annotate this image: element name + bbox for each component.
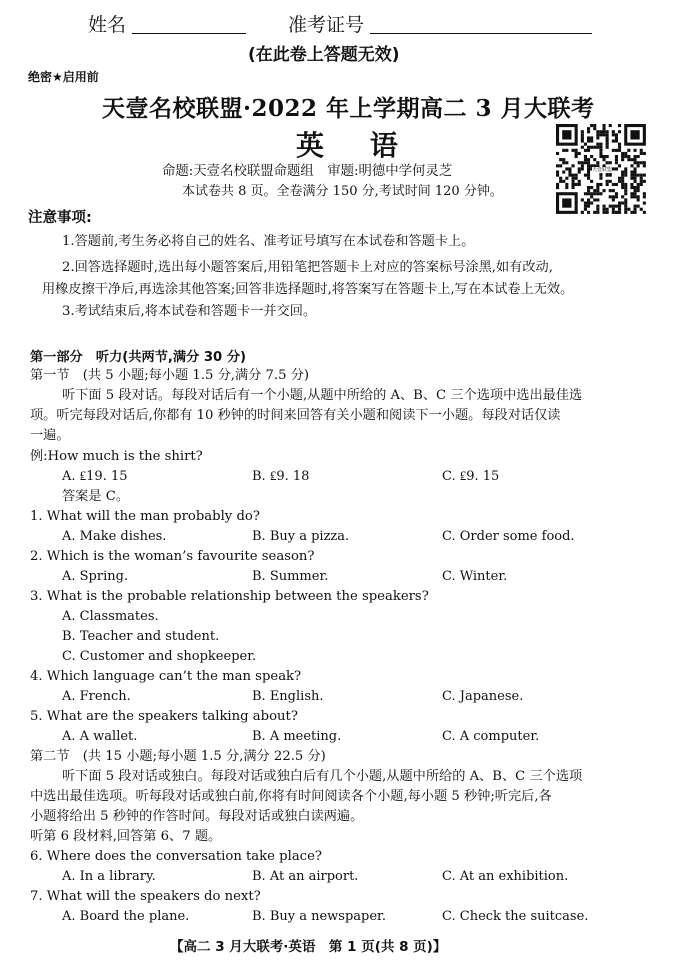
- option-a[interactable]: A. French.: [62, 689, 131, 704]
- name-label: 姓名: [88, 14, 127, 36]
- question-6: 6. Where does the conversation take place?: [30, 849, 322, 864]
- option-a[interactable]: A. Board the plane.: [62, 909, 190, 924]
- option-b[interactable]: B. Buy a newspaper.: [252, 909, 386, 924]
- note-item: 1.答题前,考生务必将自己的姓名、准考证号填写在本试卷和答题卡上。: [62, 234, 475, 249]
- example-option-a: A. ₤19. 15: [62, 469, 128, 484]
- option-a[interactable]: A. In a library.: [62, 869, 156, 884]
- exam-id-label: 准考证号: [288, 14, 365, 36]
- option-b[interactable]: B. English.: [252, 689, 324, 704]
- material-6-note: 听第 6 段材料,回答第 6、7 题。: [30, 829, 222, 844]
- section1-title: 第一节 (共 5 小题;每小题 1.5 分,满分 7.5 分): [30, 368, 310, 383]
- option-a[interactable]: A. Spring.: [62, 569, 129, 584]
- qr-code: [556, 124, 649, 214]
- question-1: 1. What will the man probably do?: [30, 509, 260, 524]
- example-answer: 答案是 C。: [62, 489, 130, 504]
- question-3: 3. What is the probable relationship between the speakers?: [30, 589, 429, 604]
- option-b[interactable]: B. Buy a pizza.: [252, 529, 350, 544]
- section2-title: 第二节 (共 15 小题;每小题 1.5 分,满分 22.5 分): [30, 749, 326, 764]
- answer-invalid-notice: (在此卷上答题无效): [248, 45, 400, 65]
- note-item: 2.回答选择题时,选出每小题答案后,用铅笔把答题卡上对应的答案标号涂黑,如有改动,: [62, 260, 553, 275]
- question-2: 2. Which is the woman’s favourite season?: [30, 549, 315, 564]
- option-a[interactable]: A. Make dishes.: [62, 529, 167, 544]
- question-5: 5. What are the speakers talking about?: [30, 709, 298, 724]
- option-c[interactable]: C. Order some food.: [442, 529, 575, 544]
- qr-logo-text: 天壹联盟: [592, 167, 613, 173]
- example-option-c: C. ₤9. 15: [442, 469, 500, 484]
- section1-instruction: 项。听完每段对话后,你都有 10 秒钟的时间来回答有关小题和阅读下一小题。每段对话仅读: [30, 408, 561, 423]
- page-footer: 【高二 3 月大联考·英语 第 1 页(共 8 页)】: [170, 939, 447, 955]
- exam-info: 本试卷共 8 页。全卷满分 150 分,考试时间 120 分钟。: [182, 184, 503, 199]
- exam-id-blank[interactable]: [370, 33, 592, 34]
- option-b[interactable]: B. At an airport.: [252, 869, 359, 884]
- option-c[interactable]: C. A computer.: [442, 729, 540, 744]
- option-a[interactable]: A. A wallet.: [62, 729, 138, 744]
- question-4: 4. Which language can’t the man speak?: [30, 669, 302, 684]
- name-blank[interactable]: [132, 33, 246, 34]
- part1-title: 第一部分 听力(共两节,满分 30 分): [30, 350, 247, 365]
- option-b[interactable]: B. A meeting.: [252, 729, 342, 744]
- note-item: 用橡皮擦干净后,再选涂其他答案;回答非选择题时,将答案写在答题卡上,写在本试卷上无效。: [42, 282, 574, 297]
- option-a[interactable]: A. Classmates.: [62, 609, 159, 624]
- option-b[interactable]: B. Teacher and student.: [62, 629, 220, 644]
- option-c[interactable]: C. At an exhibition.: [442, 869, 569, 884]
- section2-instruction: 听下面 5 段对话或独白。每段对话或独白后有几个小题,从题中所给的 A、B、C 三个选项: [62, 769, 583, 784]
- example-option-b: B. ₤9. 18: [252, 469, 310, 484]
- note-item: 3.考试结束后,将本试卷和答题卡一并交回。: [62, 304, 317, 319]
- secret-tag: 绝密★启用前: [28, 70, 99, 84]
- option-c[interactable]: C. Japanese.: [442, 689, 524, 704]
- question-7: 7. What will the speakers do next?: [30, 889, 261, 904]
- option-c[interactable]: C. Customer and shopkeeper.: [62, 649, 257, 664]
- authors-line: 命题:天壹名校联盟命题组 审题:明德中学何灵芝: [162, 164, 453, 179]
- option-b[interactable]: B. Summer.: [252, 569, 329, 584]
- section2-instruction: 中选出最佳选项。听每段对话或独白前,你将有时间阅读各个小题,每小题 5 秒钟;听完后,各: [30, 789, 552, 804]
- subject-title: 英 语: [296, 129, 416, 162]
- section1-instruction: 听下面 5 段对话。每段对话后有一个小题,从题中所给的 A、B、C 三个选项中选出最佳选: [62, 388, 583, 403]
- notes-title: 注意事项:: [28, 210, 92, 226]
- example-question: 例:How much is the shirt?: [30, 449, 203, 464]
- option-c[interactable]: C. Winter.: [442, 569, 508, 584]
- option-c[interactable]: C. Check the suitcase.: [442, 909, 589, 924]
- section2-instruction: 小题将给出 5 秒钟的作答时间。每段对话或独白读两遍。: [30, 809, 364, 824]
- exam-title: 天壹名校联盟·2022 年上学期高二 3 月大联考: [102, 95, 595, 122]
- section1-instruction: 一遍。: [30, 428, 70, 443]
